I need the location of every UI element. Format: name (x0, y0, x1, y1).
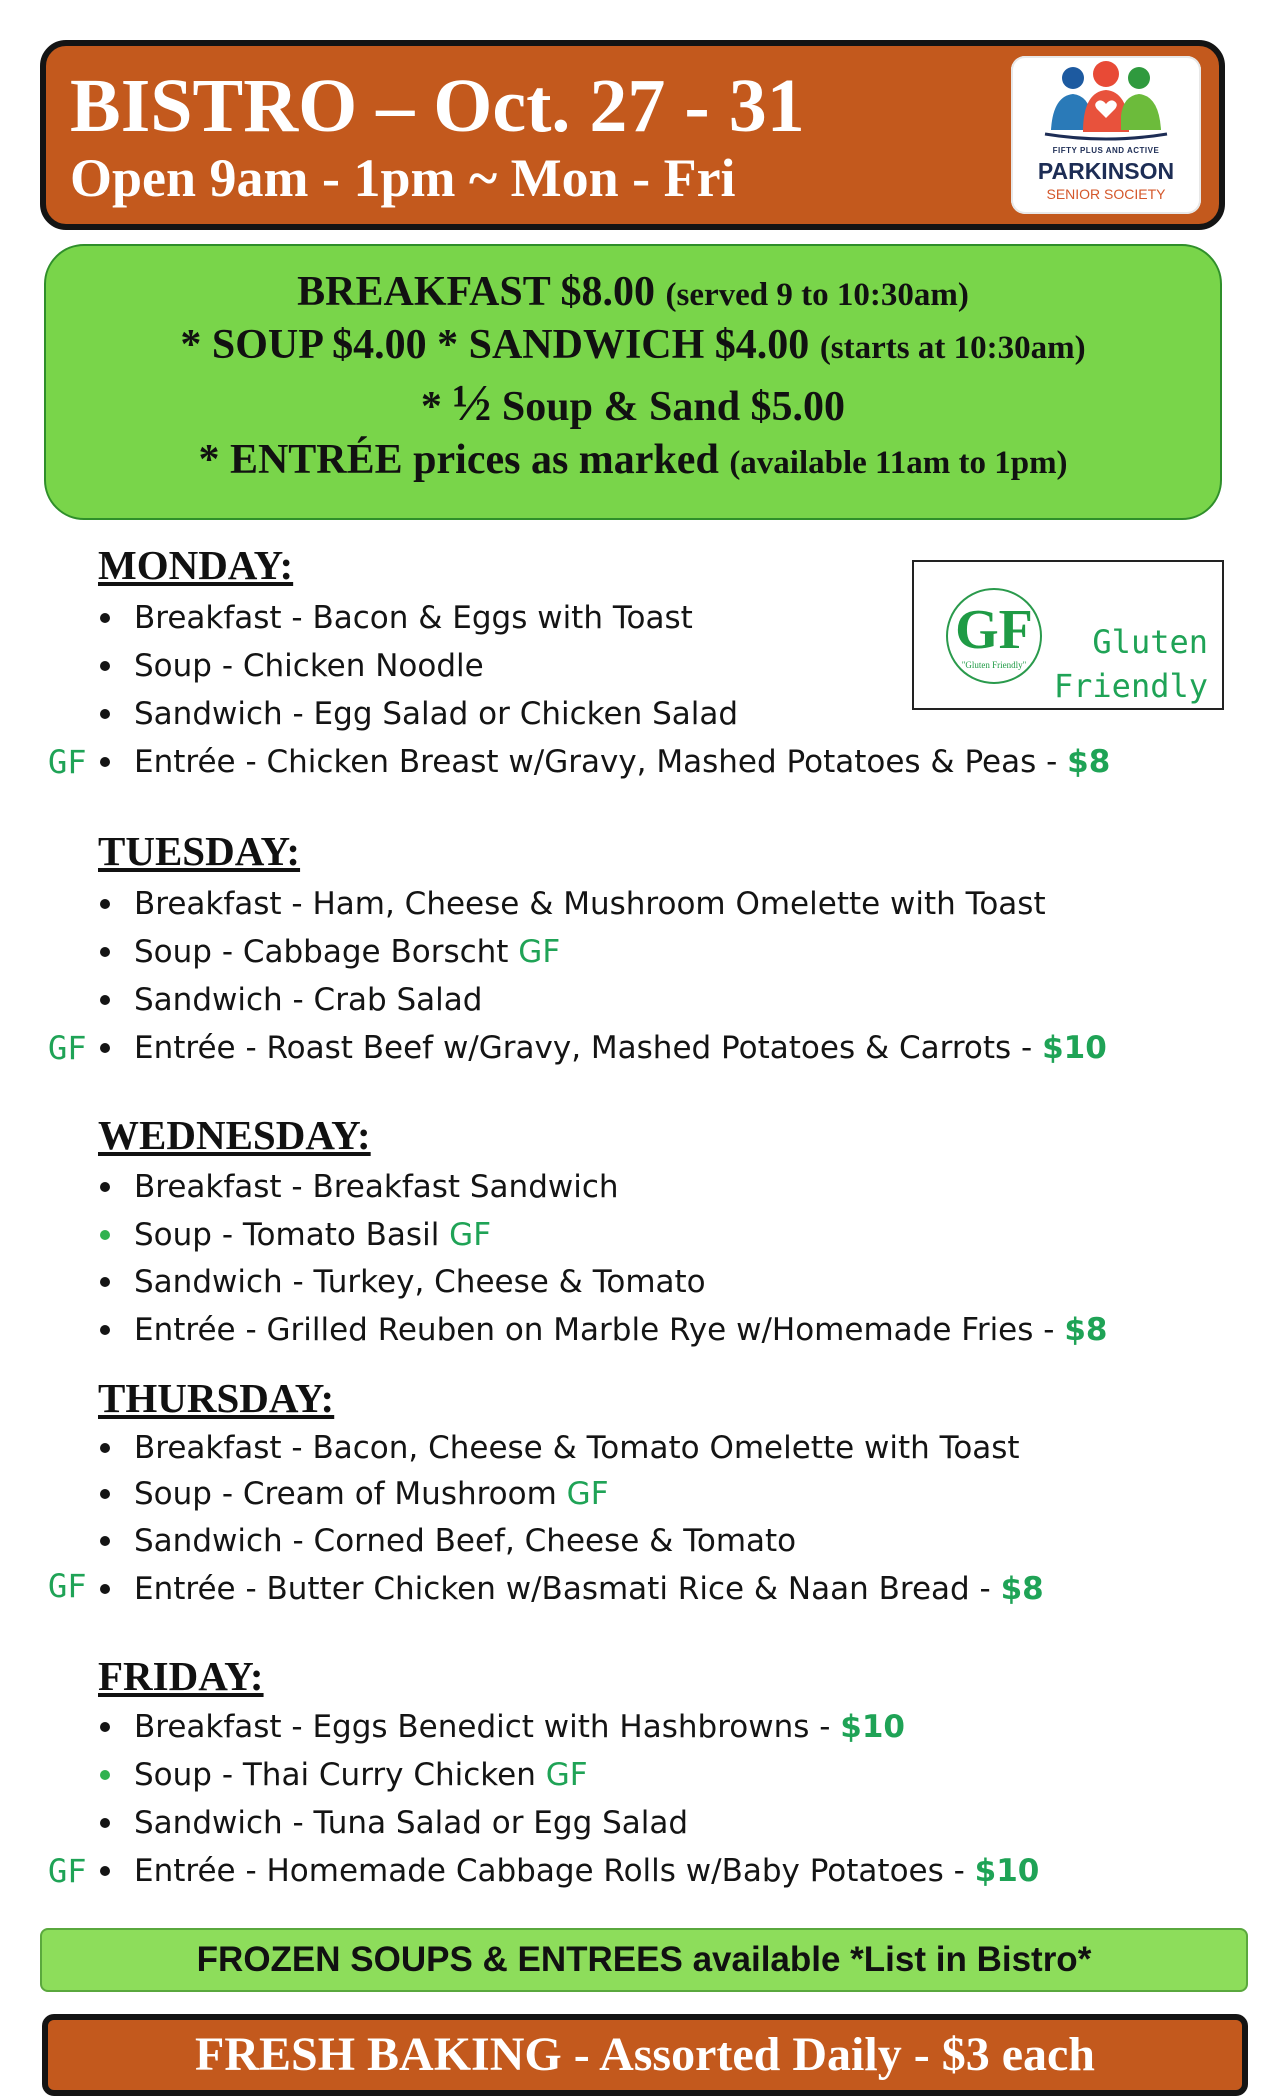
friday-entree (134, 1851, 1039, 1891)
thursday-heading: THURSDAY: (98, 1375, 335, 1421)
friday-soup-gf: GF (545, 1757, 588, 1793)
thursday-soup-gf: GF (566, 1476, 609, 1512)
bullet-icon (100, 899, 110, 909)
entree-price: * ENTRÉE prices as marked (198, 437, 719, 483)
frozen-items-banner: FROZEN SOUPS & ENTREES available *List in Bistro* (40, 1928, 1248, 1992)
bullet-icon (100, 1277, 110, 1287)
entree-price-line (46, 436, 1220, 484)
bullet-icon (100, 1230, 110, 1240)
half-combo-prefix: * (420, 384, 453, 430)
thursday-breakfast: Breakfast - Bacon, Cheese & Tomato Omelette with Toast (134, 1430, 1020, 1466)
tuesday-soup-text: Soup - Cabbage Borscht (134, 934, 519, 970)
gf-badge-text: GF (955, 599, 1033, 661)
gf-legend-line2: Friendly (1053, 667, 1208, 705)
wednesday-sandwich: Sandwich - Turkey, Cheese & Tomato (134, 1264, 706, 1300)
bullet-icon (100, 1536, 110, 1546)
monday-entree-price: $8 (1067, 744, 1111, 780)
wednesday-entree (134, 1310, 1107, 1350)
breakfast-price: BREAKFAST $8.00 (297, 269, 655, 315)
bullet-icon (100, 1443, 110, 1453)
thursday-soup (134, 1474, 609, 1514)
thursday-entree-text: Entrée - Butter Chicken w/Basmati Rice & Naan Bread - (134, 1571, 1001, 1607)
friday-sandwich: Sandwich - Tuna Salad or Egg Salad (134, 1805, 689, 1841)
logo-tagline: FIFTY PLUS AND ACTIVE (1052, 146, 1160, 155)
friday-entree-text: Entrée - Homemade Cabbage Rolls w/Baby Potatoes - (134, 1853, 975, 1889)
friday-heading: FRIDAY: (98, 1653, 264, 1699)
friday-breakfast (134, 1707, 905, 1747)
thursday-entree-gf-mark: GF (48, 1567, 87, 1605)
bullet-icon (100, 1325, 110, 1335)
gf-legend-text (1054, 620, 1208, 708)
logo-name: PARKINSON (1037, 158, 1175, 184)
friday-breakfast-price: $10 (840, 1709, 906, 1745)
thursday-sandwich: Sandwich - Corned Beef, Cheese & Tomato (134, 1523, 797, 1559)
bullet-icon (100, 1584, 110, 1594)
bullet-icon (100, 709, 110, 719)
monday-entree (134, 742, 1110, 782)
soup-sandwich-price: * SOUP $4.00 * SANDWICH $4.00 (180, 322, 810, 368)
bullet-icon (100, 1722, 110, 1732)
entree-note: (available 11am to 1pm) (729, 445, 1068, 481)
monday-heading: MONDAY: (98, 542, 294, 588)
bullet-icon (100, 1770, 110, 1780)
thursday-entree (134, 1569, 1044, 1609)
people-logo-icon (1031, 60, 1181, 150)
wednesday-heading: WEDNESDAY: (98, 1112, 371, 1158)
friday-soup-text: Soup - Thai Curry Chicken (134, 1757, 546, 1793)
gf-legend-line1: Gluten (1092, 623, 1208, 661)
half-combo-price: Soup & Sand $5.00 (491, 384, 846, 430)
half-symbol: ½ (452, 375, 492, 432)
bullet-icon (100, 613, 110, 623)
monday-soup: Soup - Chicken Noodle (134, 648, 484, 684)
friday-entree-price: $10 (974, 1853, 1040, 1889)
pricing-box (44, 244, 1222, 520)
half-combo-price-line (46, 374, 1220, 433)
tuesday-entree-price: $10 (1042, 1030, 1107, 1066)
tuesday-soup-gf: GF (518, 934, 561, 970)
wednesday-entree-text: Entrée - Grilled Reuben on Marble Rye w/Homemade Fries - (134, 1312, 1065, 1348)
gf-badge-caption: "Gluten Friendly" (961, 660, 1027, 670)
opening-hours: Open 9am - 1pm ~ Mon - Fri (70, 148, 736, 208)
breakfast-note: (served 9 to 10:30am) (665, 277, 969, 313)
tuesday-sandwich: Sandwich - Crab Salad (134, 982, 483, 1018)
tuesday-entree-gf-mark: GF (48, 1029, 87, 1067)
bullet-icon (100, 1043, 110, 1053)
parkinson-logo (1011, 56, 1201, 214)
bullet-icon (100, 1489, 110, 1499)
tuesday-breakfast: Breakfast - Ham, Cheese & Mushroom Omelette with Toast (134, 886, 1046, 922)
thursday-soup-text: Soup - Cream of Mushroom (134, 1476, 567, 1512)
friday-breakfast-text: Breakfast - Eggs Benedict with Hashbrowns - (134, 1709, 841, 1745)
monday-entree-gf-mark: GF (48, 743, 87, 781)
wednesday-soup-text: Soup - Tomato Basil (134, 1217, 450, 1253)
wednesday-soup-gf: GF (449, 1217, 492, 1253)
monday-sandwich: Sandwich - Egg Salad or Chicken Salad (134, 696, 739, 732)
tuesday-entree-text: Entrée - Roast Beef w/Gravy, Mashed Potatoes & Carrots - (134, 1030, 1043, 1066)
header-banner (40, 40, 1225, 230)
fresh-baking-banner: FRESH BAKING - Assorted Daily - $3 each (42, 2014, 1248, 2096)
bullet-icon (100, 1182, 110, 1192)
tuesday-heading: TUESDAY: (98, 828, 301, 874)
wednesday-breakfast: Breakfast - Breakfast Sandwich (134, 1169, 619, 1205)
breakfast-price-line (46, 268, 1220, 316)
soup-sandwich-note: (starts at 10:30am) (819, 330, 1086, 366)
thursday-entree-price: $8 (1000, 1571, 1044, 1607)
bullet-icon (100, 995, 110, 1005)
tuesday-entree (134, 1028, 1107, 1068)
friday-entree-gf-mark: GF (48, 1852, 87, 1890)
bullet-icon (100, 757, 110, 767)
bullet-icon (100, 1866, 110, 1876)
tuesday-soup (134, 932, 560, 972)
logo-subname: SENIOR SOCIETY (1046, 186, 1166, 202)
soup-sandwich-price-line (46, 321, 1220, 369)
wednesday-entree-price: $8 (1064, 1312, 1108, 1348)
bullet-icon (100, 661, 110, 671)
gluten-friendly-legend (912, 560, 1224, 710)
page-title: BISTRO – Oct. 27 - 31 (70, 64, 805, 148)
gf-badge-icon (946, 588, 1042, 684)
wednesday-soup (134, 1215, 491, 1255)
bullet-icon (100, 947, 110, 957)
bullet-icon (100, 1818, 110, 1828)
monday-entree-text: Entrée - Chicken Breast w/Gravy, Mashed Potatoes & Peas - (134, 744, 1068, 780)
monday-breakfast: Breakfast - Bacon & Eggs with Toast (134, 600, 693, 636)
friday-soup (134, 1755, 588, 1795)
